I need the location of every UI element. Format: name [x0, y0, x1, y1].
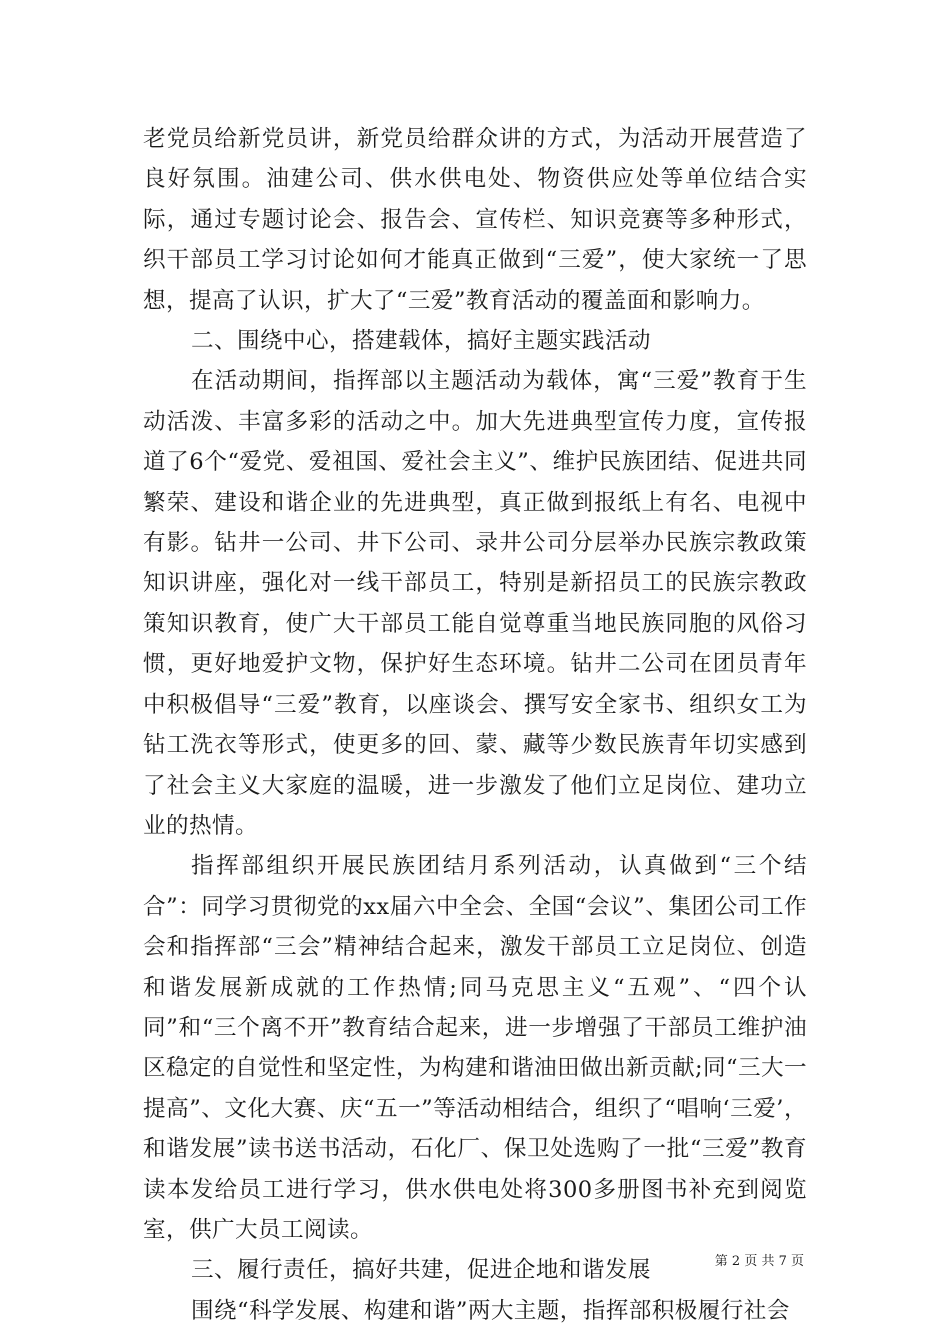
paragraph-responsibility: 围绕“科学发展、构建和谐”两大主题，指挥部积极履行社会: [191, 1297, 790, 1324]
section-heading-three: 三、履行责任，搞好共建，促进企地和谐发展: [191, 1257, 651, 1284]
paragraph-continuation: 老党员给新党员讲，新党员给群众讲的方式，为活动开展营造了良好氛围。油建公司、供水供电处、物资供应处等单位结合实际，通过专题讨论会、报告会、宣传栏、知识竞赛等多种形式，织干部员工学习讨论如何才能真正做到“三爱”，使大家统一了思想，提高了认识，扩大了“三爱”教育活动的覆盖面和影响力。: [143, 126, 807, 314]
paragraph-unity-month: 指挥部组织开展民族团结月系列活动，认真做到“三个结合”：同学习贯彻党的xx届六中全会、全国“会议”、集团公司工作会和指挥部“三会”精神结合起来，激发干部员工立足岗位、创造和谐发展新成就的工作热情;同马克思主义“五观”、“四个认同”和“三个离不开”教育结合起来，进一步增强了干部员工维护油区稳定的自觉性和坚定性，为构建和谐油田做出新贡献;同“三大一提高”、文化大赛、庆“五一”等活动相结合，组织了“唱响‘三爱’，和谐发展”读书送书活动，石化厂、保卫处选购了一批“三爱”教育读本发给员工进行学习，供水供电处将300多册图书补充到阅览室，供广大员工阅读。: [143, 853, 807, 1243]
document-body: [143, 119, 807, 1331]
page-number-footer: 第 2 页 共 7 页: [714, 1254, 804, 1269]
paragraph-activities: 在活动期间，指挥部以主题活动为载体，寓“三爱”教育于生动活泼、丰富多彩的活动之中。加大先进典型宣传力度，宣传报道了6个“爱党、爱祖国、爱社会主义”、维护民族团结、促进共同繁荣、建设和谐企业的先进典型，真正做到报纸上有名、电视中有影。钻井一公司、井下公司、录井公司分层举办民族宗教政策知识讲座，强化对一线干部员工，特别是新招员工的民族宗教政策知识教育，使广大干部员工能自觉尊重当地民族同胞的风俗习惯，更好地爱护文物，保护好生态环境。钻井二公司在团员青年中积极倡导“三爱”教育，以座谈会、撰写安全家书、组织女工为钻工洗衣等形式，使更多的回、蒙、藏等少数民族青年切实感到了社会主义大家庭的温暖，进一步激发了他们立足岗位、建功立业的热情。: [143, 368, 807, 839]
section-heading-two: 二、围绕中心，搭建载体，搞好主题实践活动: [191, 328, 651, 355]
